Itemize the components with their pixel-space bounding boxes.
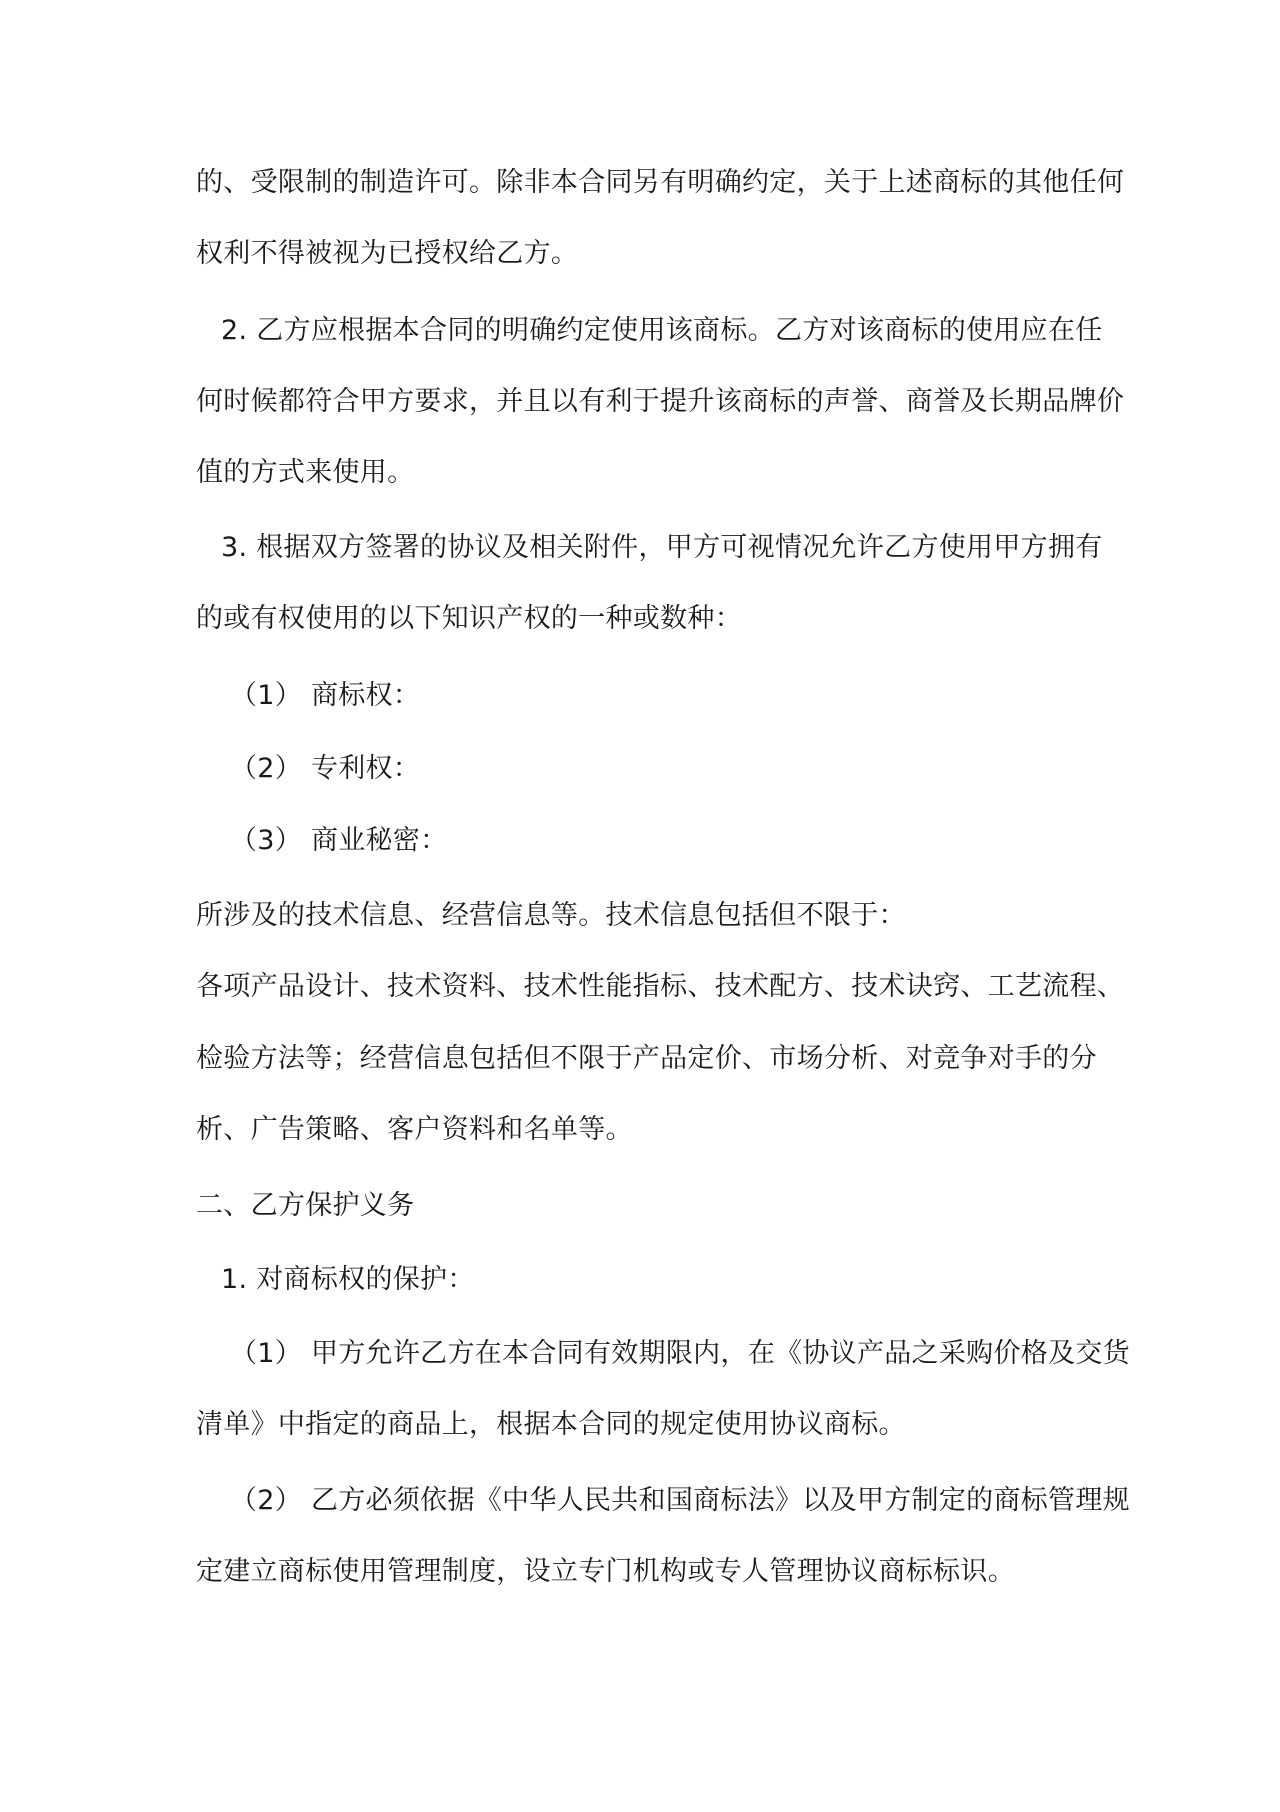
text-line-5: 值的方式来使用。 (196, 457, 415, 488)
list-item-trademark: （1） 商标权： (230, 680, 421, 711)
text-line-19: （2） 乙方必须依据《中华人民共和国商标法》以及甲方制定的商标管理规 (230, 1485, 1130, 1516)
list-item-trade-secret: （3） 商业秘密： (230, 825, 448, 856)
text-line-4: 何时候都符合甲方要求，并且以有利于提升该商标的声誉、商誉及长期品牌价 (196, 386, 1125, 417)
text-line-20: 定建立商标使用管理制度，设立专门机构或专人管理协议商标标识。 (196, 1556, 1015, 1587)
text-line-1: 的、受限制的制造许可。除非本合同另有明确约定，关于上述商标的其他任何 (196, 167, 1125, 198)
text-line-2: 权利不得被视为已授权给乙方。 (196, 238, 579, 269)
text-line-12: 各项产品设计、技术资料、技术性能指标、技术配方、技术诀窍、工艺流程、 (196, 971, 1125, 1002)
section-heading: 二、乙方保护义务 (196, 1190, 415, 1221)
list-item-patent: （2） 专利权： (230, 753, 421, 784)
text-line-7: 的或有权使用的以下知识产权的一种或数种： (196, 603, 742, 634)
text-line-18: 清单》中指定的商品上，根据本合同的规定使用协议商标。 (196, 1409, 906, 1440)
text-line-3: 2. 乙方应根据本合同的明确约定使用该商标。乙方对该商标的使用应在任 (221, 315, 1103, 346)
text-line-17: （1） 甲方允许乙方在本合同有效期限内，在《协议产品之采购价格及交货 (230, 1338, 1130, 1369)
text-line-13: 检验方法等；经营信息包括但不限于产品定价、市场分析、对竞争对手的分 (196, 1043, 1097, 1074)
text-line-6: 3. 根据双方签署的协议及相关附件，甲方可视情况允许乙方使用甲方拥有 (221, 532, 1103, 563)
text-line-11: 所涉及的技术信息、经营信息等。技术信息包括但不限于： (196, 900, 906, 931)
text-line-14: 析、广告策略、客户资料和名单等。 (196, 1114, 633, 1145)
subsection-heading: 1. 对商标权的保护： (221, 1264, 475, 1295)
